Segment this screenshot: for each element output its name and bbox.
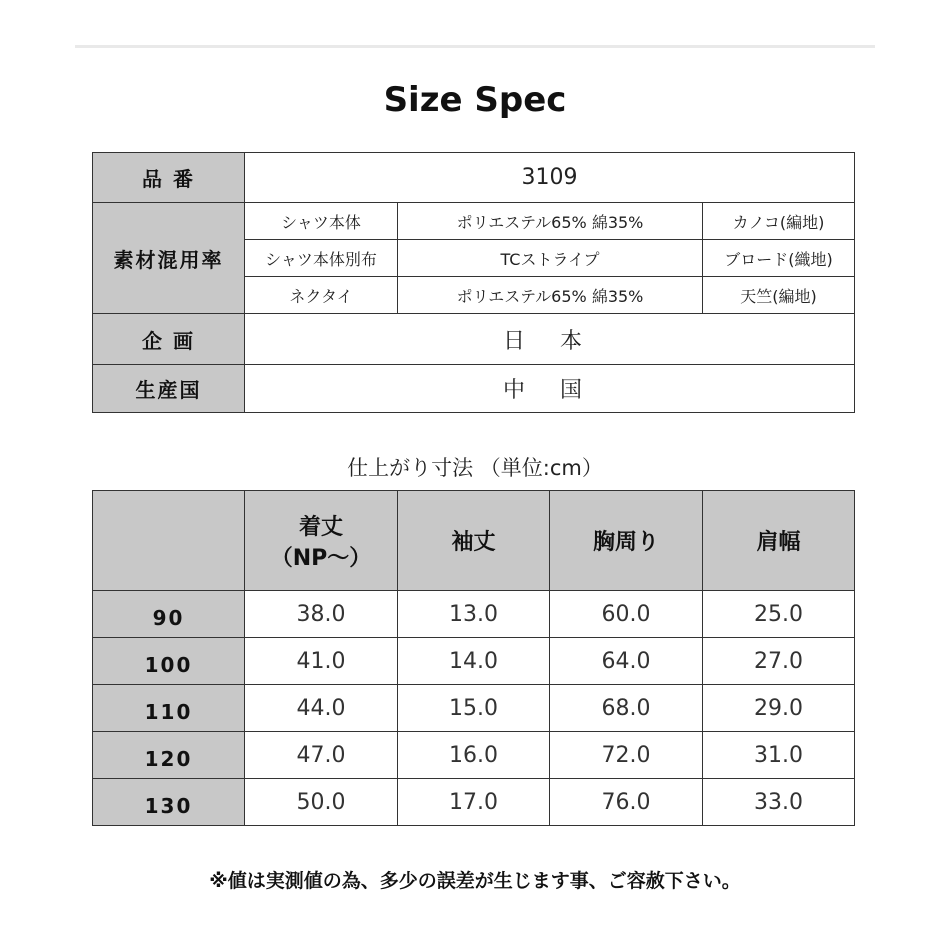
length-cell: 47.0 [245, 732, 398, 779]
origin-label: 生産国 [93, 365, 245, 413]
sleeve-cell: 17.0 [398, 779, 550, 826]
size-cell: 120 [93, 732, 245, 779]
dimensions-caption: 仕上がり寸法 （単位:cm） [347, 456, 603, 480]
material-fabric: カノコ(編地) [703, 203, 855, 240]
material-composition: ポリエステル65% 綿35% [398, 277, 703, 314]
material-part: シャツ本体 [245, 203, 398, 240]
table-row [93, 591, 855, 638]
size-header [93, 491, 245, 591]
material-row [93, 203, 855, 240]
spec-table [92, 152, 855, 413]
material-part: ネクタイ [245, 277, 398, 314]
product-number-value: 3109 [245, 153, 855, 203]
length-cell: 38.0 [245, 591, 398, 638]
length-header-line1: 着丈 [298, 514, 343, 540]
table-row [93, 732, 855, 779]
shoulder-cell: 31.0 [703, 732, 855, 779]
sleeve-cell: 16.0 [398, 732, 550, 779]
size-cell: 90 [93, 591, 245, 638]
planning-label: 企 画 [93, 314, 245, 365]
spec-row-product-number [93, 153, 855, 203]
top-divider [75, 45, 875, 48]
sleeve-cell: 13.0 [398, 591, 550, 638]
spec-row-origin [93, 365, 855, 413]
shoulder-cell: 27.0 [703, 638, 855, 685]
spec-row-planning [93, 314, 855, 365]
material-part: シャツ本体別布 [245, 240, 398, 277]
chest-cell: 72.0 [550, 732, 703, 779]
page-title: Size Spec [383, 80, 567, 120]
origin-value: 中 国 [245, 365, 855, 413]
length-cell: 41.0 [245, 638, 398, 685]
shoulder-cell: 25.0 [703, 591, 855, 638]
chest-cell: 76.0 [550, 779, 703, 826]
size-cell: 110 [93, 685, 245, 732]
shoulder-cell: 29.0 [703, 685, 855, 732]
table-row [93, 685, 855, 732]
shoulder-cell: 33.0 [703, 779, 855, 826]
product-number-label: 品 番 [93, 153, 245, 203]
chest-cell: 60.0 [550, 591, 703, 638]
length-header [245, 491, 398, 591]
dimensions-header-row [93, 491, 855, 591]
chest-header: 胸周り [550, 491, 703, 591]
length-header-line2: （NP〜） [270, 545, 372, 571]
size-cell: 100 [93, 638, 245, 685]
table-row [93, 638, 855, 685]
length-cell: 50.0 [245, 779, 398, 826]
material-label: 素材混用率 [93, 203, 245, 314]
length-cell: 44.0 [245, 685, 398, 732]
chest-cell: 64.0 [550, 638, 703, 685]
size-cell: 130 [93, 779, 245, 826]
sleeve-cell: 15.0 [398, 685, 550, 732]
material-composition: ポリエステル65% 綿35% [398, 203, 703, 240]
material-fabric: 天竺(編地) [703, 277, 855, 314]
chest-cell: 68.0 [550, 685, 703, 732]
shoulder-header: 肩幅 [703, 491, 855, 591]
dimensions-table [92, 490, 855, 826]
table-row [93, 779, 855, 826]
sleeve-header: 袖丈 [398, 491, 550, 591]
planning-value: 日 本 [245, 314, 855, 365]
measurement-footnote: ※値は実測値の為、多少の誤差が生じます事、ご容赦下さい。 [209, 870, 741, 892]
material-composition: TCストライプ [398, 240, 703, 277]
sleeve-cell: 14.0 [398, 638, 550, 685]
material-fabric: ブロード(織地) [703, 240, 855, 277]
